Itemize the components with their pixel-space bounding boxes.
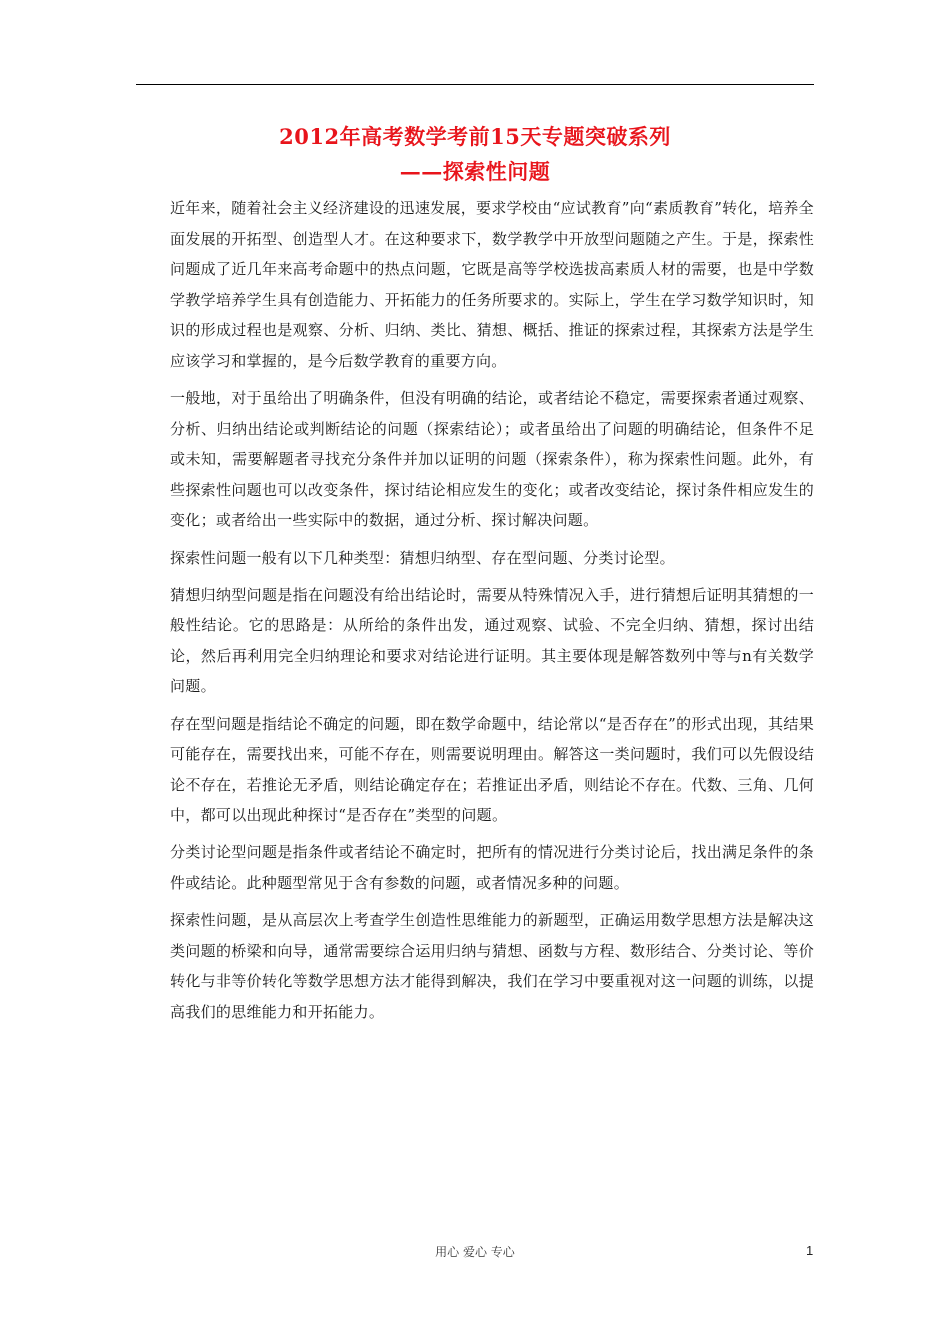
document-subtitle: ——探索性问题: [399, 159, 551, 184]
paragraph-intro: 近年来，随着社会主义经济建设的迅速发展，要求学校由“应试教育”向“素质教育”转化，培养全面发展的开拓型、创造型人才。在这种要求下，数学教学中开放型问题随之产生。于是，探索性问题成了近几年来高考命题中的热点问题，它既是高等学校选拔高素质人材的需要，也是中学数学教学培养学生具有创造能力、开拓能力的任务所要求的。实际上，学生在学习数学知识时，知识的形成过程也是观察、分析、归纳、类比、猜想、概括、推证的探索过程，其探索方法是学生应该学习和掌握的，是今后数学教育的重要方向。: [170, 199, 814, 370]
paragraph-conjecture-type: 猜想归纳型问题是指在问题没有给出结论时，需要从特殊情况入手，进行猜想后证明其猜想的一般性结论。它的思路是：从所给的条件出发，通过观察、试验、不完全归纳、猜想，探讨出结论，然后再利用完全归纳理论和要求对结论进行证明。其主要体现是解答数列中等与n有关数学问题。: [170, 585, 814, 696]
paragraph-types: 探索性问题一般有以下几种类型：猜想归纳型、存在型问题、分类讨论型。: [170, 548, 675, 567]
footer-slogan: 用心 爱心 专心: [435, 1245, 515, 1259]
paragraph-classification-type: 分类讨论型问题是指条件或者结论不确定时，把所有的情况进行分类讨论后，找出满足条件的条件或结论。此种题型常见于含有参数的问题，或者情况多种的问题。: [170, 843, 814, 892]
paragraph-existence-type: 存在型问题是指结论不确定的问题，即在数学命题中，结论常以“是否存在”的形式出现，其结果可能存在，需要找出来，可能不存在，则需要说明理由。解答这一类问题时，我们可以先假设结论不存在，若推论无矛盾，则结论确定存在；若推证出矛盾，则结论不存在。代数、三角、几何中，都可以出现此种探讨“是否存在”类型的问题。: [170, 714, 814, 825]
document-title: 2012年高考数学考前15天专题突破系列: [279, 124, 671, 149]
paragraph-conclusion: 探索性问题，是从高层次上考查学生创造性思维能力的新题型，正确运用数学思想方法是解决这类问题的桥梁和向导，通常需要综合运用归纳与猜想、函数与方程、数形结合、分类讨论、等价转化与非等价转化等数学思想方法才能得到解决，我们在学习中要重视对这一问题的训练，以提高我们的思维能力和开拓能力。: [170, 911, 814, 1021]
document-body: [170, 193, 814, 1034]
paragraph-definition: 一般地，对于虽给出了明确条件，但没有明确的结论，或者结论不稳定，需要探索者通过观察、分析、归纳出结论或判断结论的问题（探索结论）；或者虽给出了问题的明确结论，但条件不足或未知，需要解题者寻找充分条件并加以证明的问题（探索条件），称为探索性问题。此外，有些探索性问题也可以改变条件，探讨结论相应发生的变化；或者改变结论，探讨条件相应发生的变化；或者给出一些实际中的数据，通过分析、探讨解决问题。: [170, 389, 814, 530]
page-number: 1: [806, 1243, 814, 1258]
header-rule: [136, 84, 814, 85]
